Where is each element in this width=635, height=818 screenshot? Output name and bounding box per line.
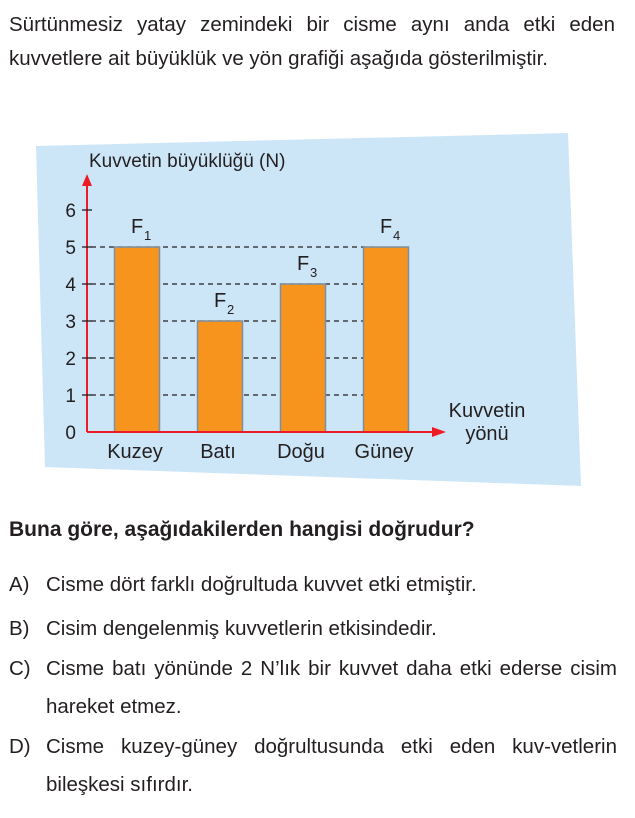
intro-text: Sürtünmesiz yatay zemindeki bir cisme aynı anda etki eden kuvvetlere ait büyüklük ve yön grafiği aşağıda gösterilmiştir. (9, 13, 615, 70)
x-axis-title: yönü (465, 423, 509, 445)
option-text: Cisim dengelenmiş kuvvetlerin etkisindedir. (46, 617, 437, 640)
bar (364, 247, 409, 432)
x-tick-label: Batı (200, 441, 236, 463)
bar-label: F (214, 290, 227, 312)
y-axis-title: Kuvvetin büyüklüğü (N) (89, 151, 286, 172)
option-text: Cisme dört farklı doğrultuda kuvvet etki etmiştir. (46, 573, 477, 596)
bar-label: F (380, 216, 393, 238)
y-tick-label: 3 (65, 312, 76, 333)
y-tick-label: 5 (65, 238, 76, 259)
x-tick-label: Güney (354, 441, 414, 463)
bar-label: F (131, 216, 144, 238)
bar (115, 247, 160, 432)
y-tick-label: 0 (65, 423, 76, 444)
x-axis-title: Kuvvetin (448, 400, 526, 422)
option-letter: B) (9, 617, 30, 640)
bar-label-subscript: 3 (310, 265, 318, 280)
option-letter: C) (9, 657, 31, 680)
y-tick-label: 1 (65, 386, 76, 407)
y-tick-label: 4 (65, 275, 76, 296)
question-text: Buna göre, aşağıdakilerden hangisi doğrudur? (9, 518, 475, 541)
bar-label-subscript: 1 (144, 228, 152, 243)
x-tick-label: Kuzey (107, 441, 163, 463)
option-b[interactable] (9, 610, 617, 648)
option-text: Cisme kuzey-güney doğrultusunda etki eden kuv-vetlerin bileşkesi sıfırdır. (46, 735, 617, 796)
bar-label-subscript: 4 (393, 228, 401, 243)
x-tick-label: Doğu (277, 441, 325, 463)
option-a[interactable] (9, 566, 617, 604)
y-tick-label: 6 (65, 201, 76, 222)
option-letter: D) (9, 735, 31, 758)
y-tick-label: 2 (65, 349, 76, 370)
option-letter: A) (9, 573, 30, 596)
option-text: Cisme batı yönünde 2 N’lık bir kuvvet daha etki ederse cisim hareket etmez. (46, 657, 617, 718)
bar (281, 284, 326, 432)
bar-label: F (297, 253, 310, 275)
bar-label-subscript: 2 (227, 302, 235, 317)
option-d[interactable] (9, 728, 617, 804)
option-c[interactable] (9, 650, 617, 726)
bar (198, 321, 243, 432)
